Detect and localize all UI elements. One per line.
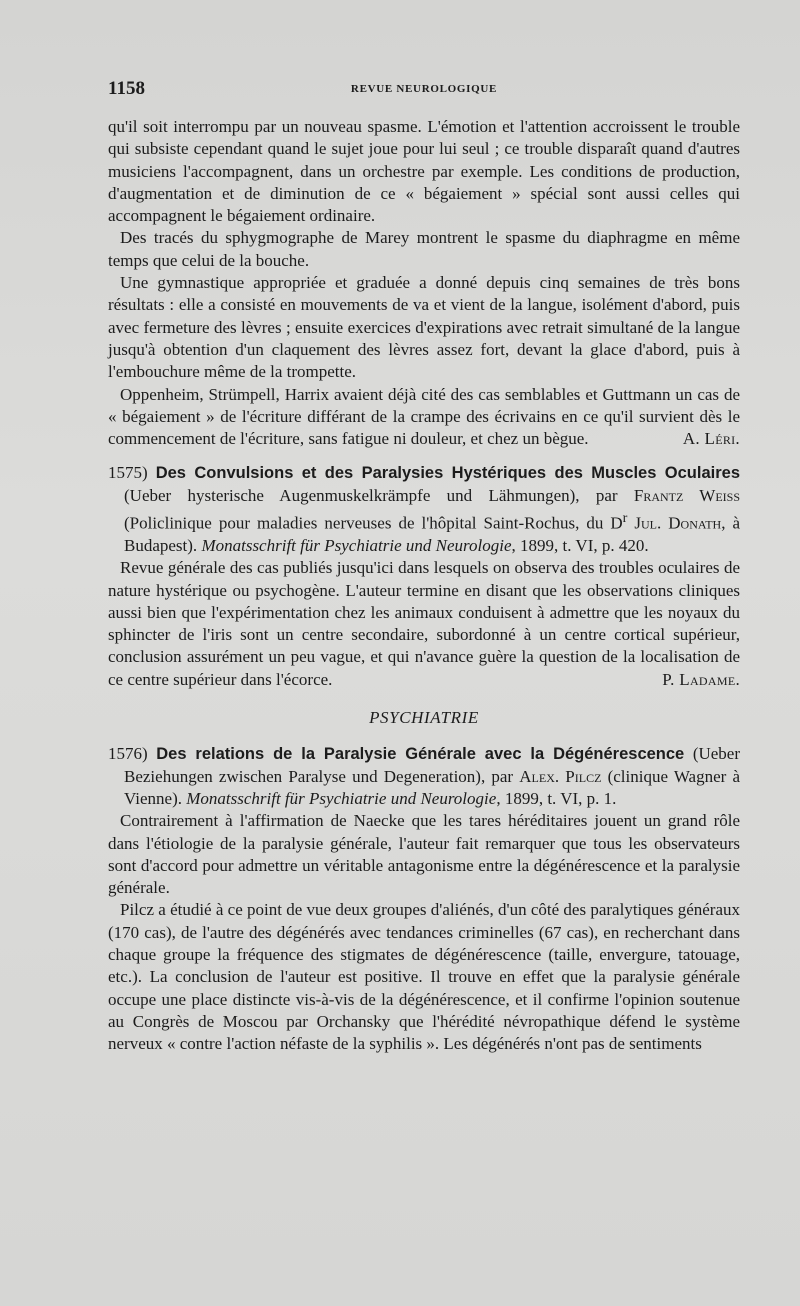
prev-paragraph-4	[108, 384, 740, 451]
entry-1575-sup: r	[622, 510, 628, 527]
entry-1576-journal: Monatsschrift für Psychiatrie und Neurologie	[186, 788, 497, 808]
entry-1576	[108, 743, 740, 1055]
page-body	[108, 116, 740, 1056]
entry-1575-author: Frantz Weiss	[633, 485, 741, 505]
entry-1575-reference: , 1899, t. VI, p. 420.	[511, 536, 649, 555]
running-title: REVUE NEUROLOGIQUE	[350, 83, 498, 95]
page-header	[108, 78, 740, 104]
entry-1576-heading	[108, 743, 740, 810]
signature-ladame: P. Ladame.	[662, 669, 740, 689]
entry-1575-director: Jul. Donath	[634, 513, 722, 533]
entry-1576-number: 1576)	[108, 744, 148, 764]
entry-1576-paragraph-1: Contrairement à l'affirmation de Naecke que les tares héréditaires jouent un grand rôle dans l'étiologie de la paralysie générale, l'auteur fait remarquer que tous les observateurs sont d'accord pour admettre un véritable antagonisme entre la dégénérescence et la paralysie générale.	[108, 811, 740, 898]
entry-1575-subtitle: (Ueber hysterische Augenmuskelkrämpfe und Lähmungen), par	[124, 485, 618, 505]
entry-1575-title: Des Convulsions et des Paralysies Hystériques des Muscles Oculaires	[155, 464, 740, 483]
entry-1576-title: Des relations de la Paralysie Générale avec la Dégénérescence	[156, 745, 685, 764]
prev-paragraph-2: Des tracés du sphygmographe de Marey montrent le spasme du diaphragme en même temps que celui de la bouche.	[108, 228, 740, 270]
entry-1575-text: Revue générale des cas publiés jusqu'ici dans lesquels on observa des troubles oculaires de nature hystérique ou psychogène. L'auteur termine en disant que les observations cliniques aussi bien que l'expérimentation chez les animaux conduisent à admettre que les noyaux du sphincter de l'iris sont un centre secondaire, subordonné à un centre cortical supérieur, conclusion assurément un peu vague, et qui n'avance guère la question de la localisation de ce centre supérieur dans l'écorce.	[108, 558, 740, 689]
entry-1576-paragraph-2: Pilcz a étudié à ce point de vue deux groupes d'aliénés, d'un côté des paralytiques généraux (170 cas), de l'autre des dégénérés avec tendances criminelles (67 cas), en recherchant dans chaque groupe la fréquence des stigmates de dégénérescence (taille, envergure, tatouage, etc.). La conclusion de l'auteur est positive. Il trouve en effet que la paralysie générale occupe une place distincte vis-à-vis de la dégénérescence, et il confirme l'opinion soutenue au Congrès de Moscou par Orchansky que l'hérédité névropathique défend le système nerveux « contre l'action néfaste de la syphilis ». Les dégénérés n'ont pas de sentiments	[108, 900, 740, 1054]
entry-1576-subtitle: (Ueber Beziehungen zwischen Paralyse und Degeneration), par	[124, 744, 741, 786]
entry-1575-heading	[108, 462, 740, 557]
entry-1575-city: , à Budapest).	[124, 513, 741, 555]
entry-1575-journal: Monatsschrift für Psychiatrie und Neurologie	[201, 536, 512, 555]
prev-paragraph-3: Une gymnastique appropriée et graduée a donné depuis cinq semaines de très bons résultats : elle a consisté en mouvements de va et vient de la langue, isolément d'abord, puis avec fermeture des lèvres ; ensuite exercices d'expirations avec retrait simultané de la langue jusqu'à obtention d'un claquement des lèvres assez fort, devant la glace d'abord, puis à l'embouchure même de la trompette.	[108, 273, 740, 382]
entry-1575-summary	[108, 557, 740, 691]
entry-1575	[108, 462, 740, 691]
section-title: PSYCHIATRIE	[369, 708, 479, 728]
entry-1575-affiliation: (Policlinique pour maladies nerveuses de l'hôpital Saint-Rochus, du D	[124, 513, 623, 533]
entry-1575-number: 1575)	[108, 463, 148, 483]
entry-1576-affiliation: (clinique Wagner à Vienne).	[124, 766, 741, 808]
entry-1576-author: Alex. Pilcz	[519, 766, 602, 786]
signature-leri: A. Léri.	[682, 429, 740, 449]
page-number: 1158	[108, 78, 145, 99]
entry-1576-reference: , 1899, t. VI, p. 1.	[496, 788, 617, 808]
prev-paragraph-1: qu'il soit interrompu par un nouveau spasme. L'émotion et l'attention accroissent le trouble qui subsiste cependant quand le sujet joue pour lui seul ; ce trouble disparaît quand d'autres musiciens l'accompagnent, dans un orchestre par exemple. Les conditions de production, d'augmentation et de diminution de ce « bégaiement » spécial sont aussi celles qui accompagnent le bégaiement ordinaire.	[108, 117, 740, 226]
prev-paragraph-4-text: Oppenheim, Strümpell, Harrix avaient déjà cité des cas semblables et Guttmann un cas de « bégaiement » de l'écriture différant de la crampe des écrivains en ce qu'il survient dès le commencement de l'écriture, sans fatigue ni douleur, et chez un bègue.	[108, 384, 740, 449]
